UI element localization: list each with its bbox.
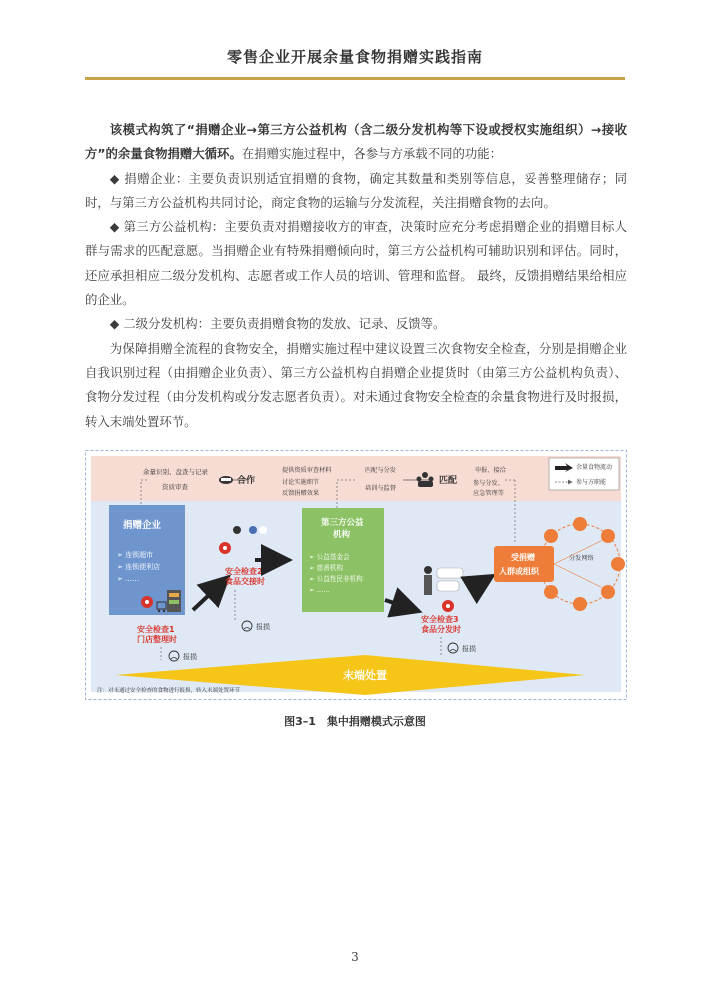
figure-donation-model [85, 450, 627, 700]
receiver-box [494, 546, 554, 582]
legend-role-label: 参与方职能 [576, 479, 607, 486]
legend-flow-label: 余量食物流动 [576, 464, 613, 471]
receiver-title-a: 受捐赠 [511, 553, 535, 562]
top-text-qualify: 资质审查 [162, 483, 188, 491]
page-header-title: 零售企业开展余量食物捐赠实践指南 [226, 48, 483, 66]
paragraph-donor: ◆ 捐赠企业：主要负责识别适宜捐赠的食物，确定其数量和类别等信息，妥善整理储存；同时，与第三方公益机构共同讨论，商定食物的运输与分发流程，关注捐赠食物的去向。 [85, 170, 627, 210]
donor-item-supermarket: ➢ 连锁超市 [117, 551, 154, 559]
figure-caption: 图3–1 集中捐赠模式示意图 [284, 715, 426, 728]
location-pin-icon-3 [442, 600, 454, 612]
donor-title: 捐赠企业 [123, 520, 162, 531]
third-item-charity: ➢ 慈善机构 [309, 564, 343, 572]
handshake-icon [219, 476, 233, 484]
top-text-discuss: 讨论实施细节 [282, 479, 320, 486]
third-title-b: 机构 [333, 530, 351, 540]
match-label: 匹配 [439, 476, 458, 486]
store-shelf-icon [167, 590, 181, 612]
donation-diagram [85, 450, 627, 700]
third-item-more: ➢ …… [309, 586, 330, 594]
loss-label-1: 报损 [183, 653, 197, 661]
top-text-provide: 提供资质审查材料 [282, 467, 332, 474]
donor-item-convenience: ➢ 连锁便利店 [117, 563, 161, 571]
third-item-foundation: ➢ 公益基金会 [309, 553, 350, 561]
paragraph-third-party: ◆ 第三方公益机构：主要负责对捐赠接收方的审查，决策时应充分考虑捐赠企业的捐赠目标人群与需求的匹配意愿。当捐赠企业有特殊捐赠倾向时，第三方公益机构可辅助识别和评估。同时，还应承担相应二级分发机构、志愿者或工作人员的培训、管理和监督。 最终，反馈捐赠结果给相应的企业。 [85, 219, 627, 308]
top-text-participate: 参与分发、 [473, 480, 504, 487]
paragraph-1-rest: 在捐赠实施过程中，各参与方承载不同的功能： [241, 146, 503, 162]
top-text-match: 匹配与分发 [365, 467, 396, 474]
check1-title: 安全检查1 [137, 625, 175, 634]
cooperate-label: 合作 [237, 476, 256, 486]
top-band [91, 456, 621, 501]
figure-note: 注：对未通过安全检查的食物进行报损，转入末端处置环节 [97, 688, 241, 694]
check3-sub: 食品分发时 [421, 625, 461, 634]
third-title-a: 第三方公益 [321, 518, 364, 528]
loss-label-2: 报损 [256, 623, 270, 631]
page-number: 3 [351, 950, 359, 964]
location-pin-icon-2 [219, 542, 231, 554]
loss-label-3: 报损 [462, 645, 476, 653]
paragraph-secondary: ◆ 二级分发机构：主要负责捐赠食物的发放、记录、反馈等。 [109, 316, 446, 332]
check3-title: 安全检查3 [421, 615, 459, 624]
receiver-title-b: 人群或组织 [499, 567, 539, 576]
header-rule [85, 77, 625, 80]
body-text [85, 118, 627, 434]
donor-item-more: ➢ …… [117, 575, 140, 583]
top-text-identify: 余量识别、盘查与记录 [143, 468, 208, 476]
top-text-emergency: 应急管理等 [473, 490, 504, 497]
check2-title: 安全检查2 [225, 567, 263, 576]
paragraph-safety: 为保障捐赠全流程的食物安全，捐赠实施过程中建议设置三次食物安全检查，分别是捐赠企业自我识别过程（由捐赠企业负责）、第三方公益机构自捐赠企业提货时（由第三方公益机构负责）、食物分发过程（由分发机构或分发志愿者负责）。对未通过食物安全检查的余量食物进行及时报损，转入末端处置环节。 [85, 340, 627, 429]
network-label: 分发网络 [569, 555, 594, 562]
top-text-train: 培训与监督 [365, 485, 396, 492]
paragraph-1 [85, 118, 627, 167]
paragraph-1-bold: 该模式构筑了“捐赠企业→第三方公益机构（含二级分发机构等下设或授权实施组织）→接收方”的余量食物捐赠大循环。 [85, 122, 627, 162]
top-text-apply: 申报、接洽 [475, 467, 506, 474]
location-pin-icon-1 [141, 596, 153, 608]
third-item-nonprofit: ➢ 公益性民非机构 [309, 575, 363, 583]
check2-sub: 食品交接时 [225, 577, 265, 586]
top-text-feedback: 反馈捐赠效果 [282, 490, 320, 497]
end-disposal-label: 末端处置 [343, 669, 387, 682]
check1-sub: 门店整理时 [137, 635, 177, 644]
